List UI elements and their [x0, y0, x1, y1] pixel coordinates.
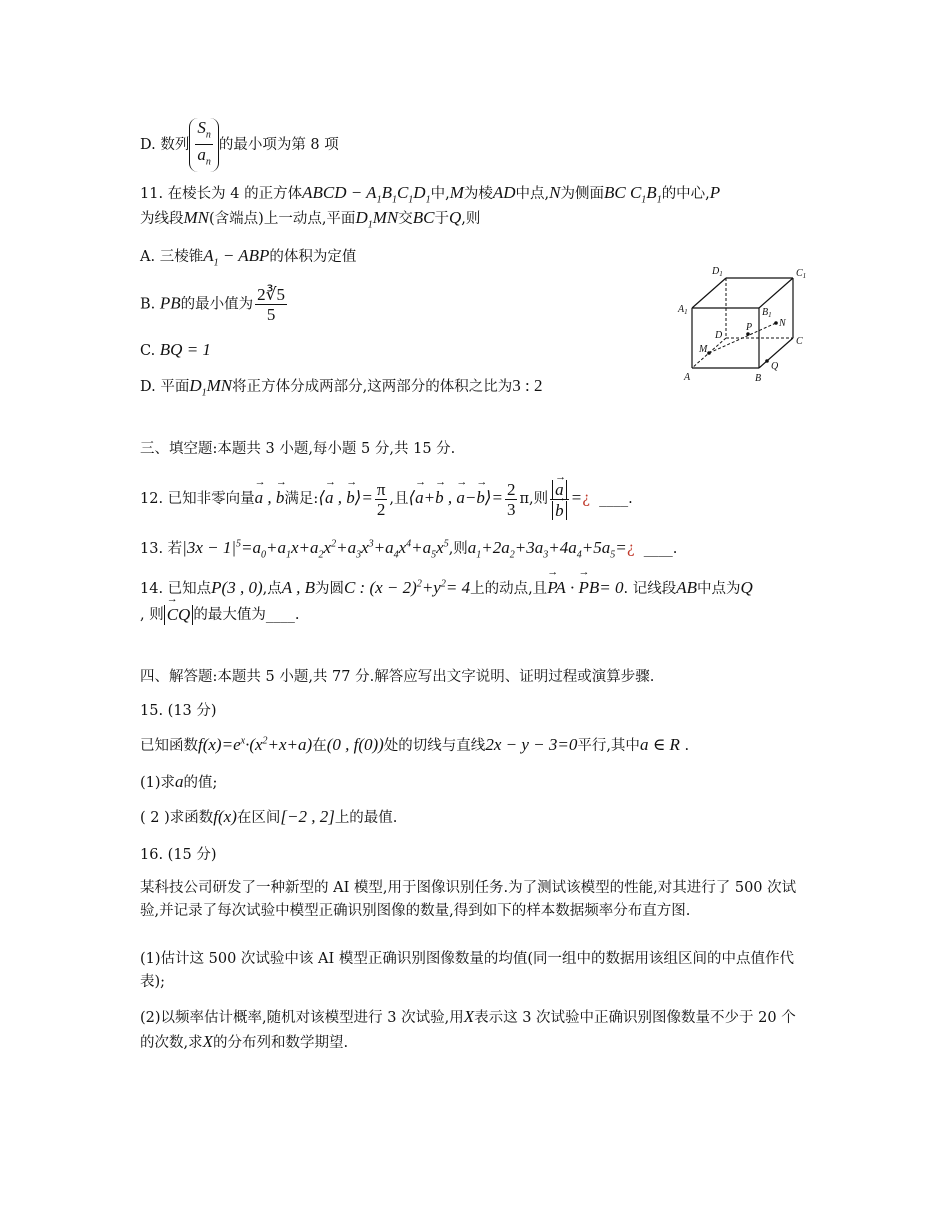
label-b: B	[755, 373, 762, 384]
label-a1: $A_1$	[678, 304, 688, 316]
q16-stem: 某科技公司研发了一种新型的 AI 模型,用于图像识别任务.为了测试该模型的性能,对其进行了 500 次试验,并记录了每次试验中模型正确识别图像的数量,得到如下的样本数据频率分布直方图.	[140, 880, 797, 919]
q15-part2: ( 2 )求函数f(x)在区间[−2 , 2]上的最值.	[140, 807, 398, 826]
q16-part1: (1)估计这 500 次试验中该 AI 模型正确识别图像数量的均值(同一组中的数据用该组区间的中点值作代表);	[140, 951, 795, 990]
q14-line2: , 则→ CQ 的最大值为____.	[140, 603, 299, 625]
label-m: M	[699, 344, 708, 355]
q11-stem-line1: 11. 在棱长为 4 的正方体ABCD − $A_1B_1C_1D_1$中,M为棱AD中点,N为侧面BC $C_1B_1$的中心,P	[140, 183, 721, 206]
label-p: P	[746, 322, 753, 333]
q12: 12. 已知非零向量→ a , → b满足:⟨→ a , → b⟩= $\frac{\pi}{2}$ ,且⟨→ a+→ b , → a−→ b⟩= $\frac{2}{3}$ π,则 → a → b =¿ ____.	[140, 478, 633, 520]
q11-option-c: C. BQ = 1	[140, 340, 211, 359]
q16-part2: (2)以频率估计概率,随机对该模型进行 3 次试验,用X表示这 3 次试验中正确识别图像数量不少于 20 个的次数,求X的分布列和数学期望.	[140, 1007, 796, 1051]
label-c: C	[796, 336, 803, 347]
q11-option-a: A. 三棱锥$A_1$ − ABP的体积为定值	[140, 246, 357, 269]
section-4-heading: 四、解答题:本题共 5 小题,共 77 分.解答应写出文字说明、证明过程或演算步骤.	[140, 669, 655, 685]
q15-part1: (1)求a的值;	[140, 772, 218, 791]
section-3-heading: 三、填空题:本题共 3 小题,每小题 5 分,共 15 分.	[140, 441, 456, 457]
q15-heading: 15. (13 分)	[140, 703, 217, 719]
label-c1: $C_1$	[796, 268, 807, 280]
q11-option-b: B. PB的最小值为 $\frac{2∛5}{5}$	[140, 285, 285, 324]
q11-option-d: D. 平面$D_1MN$将正方体分成两部分,这两部分的体积之比为3 : 2	[140, 376, 543, 399]
q10-option-d: D. 数列 $\frac{S_n}{a_n}$ 的最小项为第 8 项	[140, 118, 339, 172]
q14-line1: 14. 已知点P(3 , 0),点A , B为圆C : $(x - 2)^2+y^2= 4$上的动点,且→ PA · → PB= 0. 记线段AB中点为Q	[140, 577, 753, 598]
label-d1: $D_1$	[712, 266, 723, 278]
label-a: A	[684, 372, 691, 383]
label-n: N	[779, 318, 786, 329]
label-b1: $B_1$	[762, 307, 772, 319]
point-m	[707, 351, 711, 355]
q11-stem-line2: 为线段MN(含端点)上一动点,平面$D_1MN$交BC于Q,则	[140, 208, 481, 231]
cube-figure	[668, 262, 808, 392]
point-n	[774, 321, 778, 325]
label-d: D	[715, 330, 723, 341]
point-q	[765, 359, 769, 363]
q15-stem: 已知函数$f(x)=e^x\cdot(x^2+x+a)$在(0 , f(0))处的切线与直线2x − y − 3=0平行,其中a ∈ R .	[140, 735, 690, 754]
q16-heading: 16. (15 分)	[140, 847, 217, 863]
label-q: Q	[771, 361, 779, 372]
q13: 13. 若$|3x - 1|^5=a_0+a_1x+a_2x^2+a_3x^3+a_4x^4+a_5x^5$,则$a_1+2a_2+3a_3+4a_4+5a_5=¿$ ____.	[140, 538, 678, 561]
